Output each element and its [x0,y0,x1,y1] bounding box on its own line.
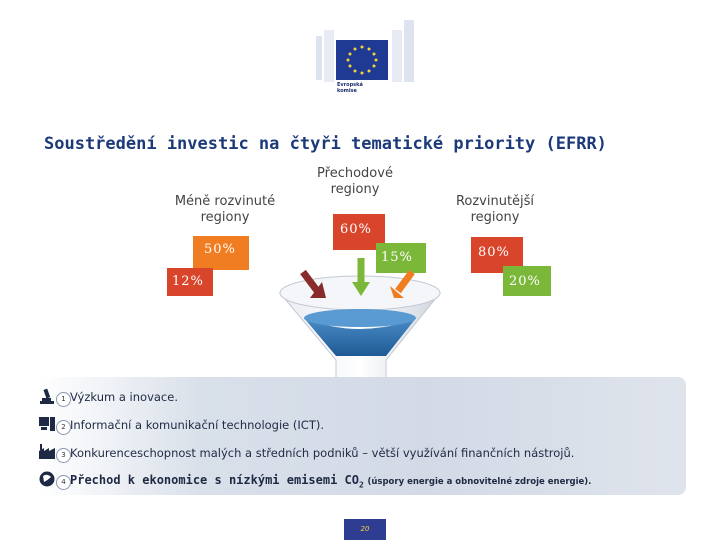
priority-number: 1 [56,392,71,407]
priority-text: Výzkum a inovace. [70,390,178,404]
priority-number: 3 [56,448,71,463]
factory-icon [38,443,56,461]
region-3-pct-top: 80% [478,245,510,260]
priority-item-sme [38,443,718,465]
priority-text: Konkurenceschopnost malých a středních podniků – větší využívání finančních nástrojů. [70,446,575,460]
region-1-pct-bottom: 12% [172,274,204,289]
slide-title: Soustředění investic na čtyři tematické priority (EFRR) [44,134,607,154]
region-2-pct-bottom: 15% [381,250,413,265]
region-1-pct-top: 50% [204,242,236,257]
priority-text: Informační a komunikační technologie (ICT). [70,418,324,432]
region-2-pct-top: 60% [340,222,372,237]
priority-item-low-carbon [38,470,718,492]
priority-text-note: (úspory energie a obnovitelné zdroje energie). [367,477,592,487]
microscope-icon [38,387,56,405]
priority-text [70,473,591,489]
eu-logo-text: Evropská komise [337,82,363,94]
region-label-less-developed: Méně rozvinuté regiony [174,194,276,225]
priority-number: 2 [56,420,71,435]
computer-icon [38,415,56,433]
globe-leaf-icon [38,470,56,488]
priority-item-ict [38,415,718,437]
region-label-more-developed: Rozvinutější regiony [455,194,535,225]
region-3-pct-bottom: 20% [509,274,541,289]
priority-text-main: Přechod k ekonomice s nízkými emisemi CO [70,473,359,487]
region-label-transition: Přechodové regiony [317,166,393,197]
priority-text-subscript: 2 [358,480,364,490]
page-number: 20 [344,519,386,540]
priority-number: 4 [56,475,71,490]
priority-item-research [38,387,718,409]
